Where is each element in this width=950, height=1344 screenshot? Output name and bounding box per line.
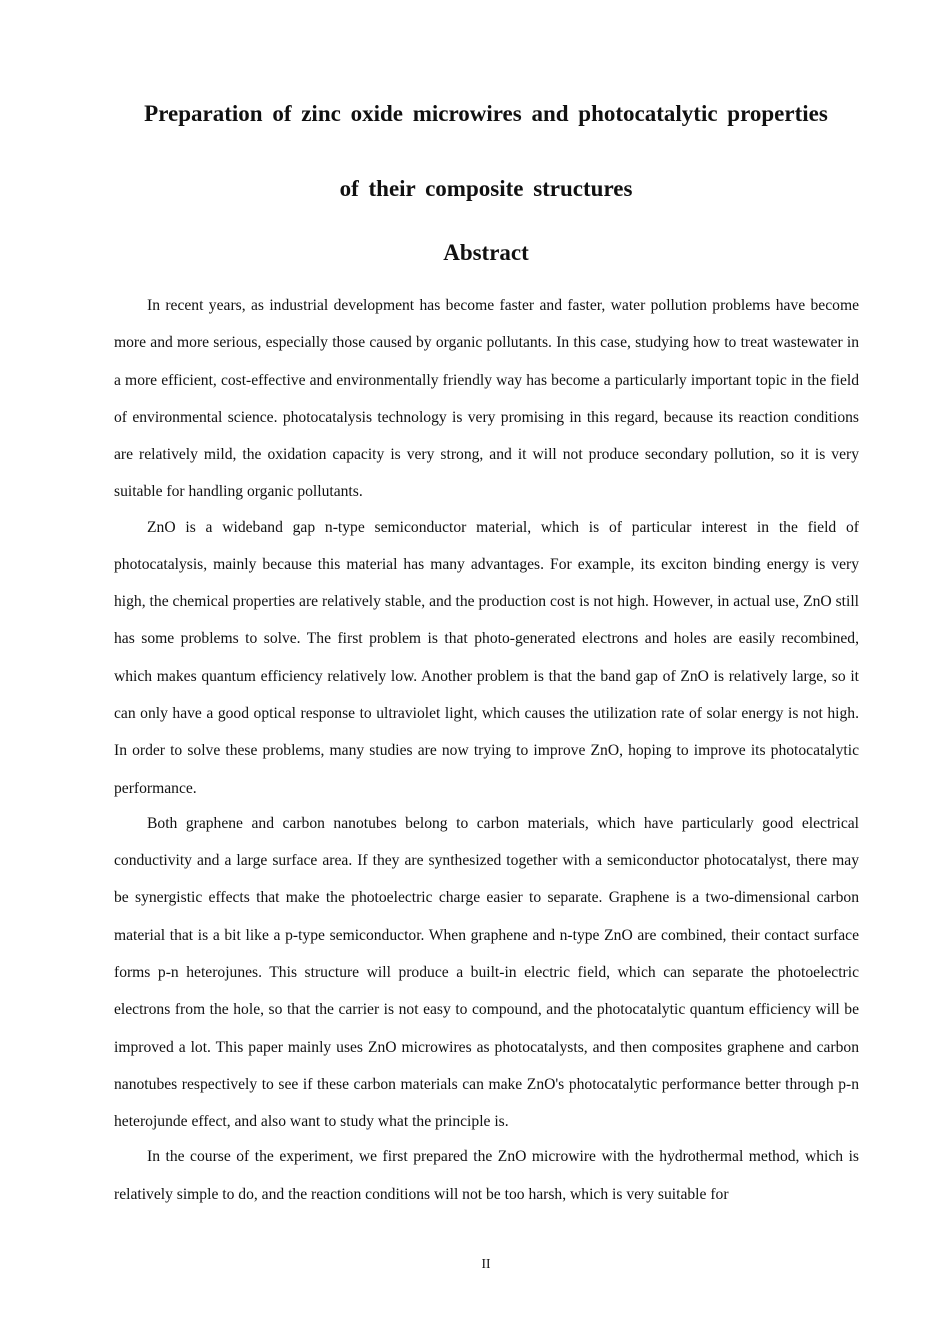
paragraph-4: In the course of the experiment, we first prepared the ZnO microwire with the hydrothermal method, which is relatively simple to do, and the reaction conditions will not be too harsh, which is very suitable for <box>114 1148 859 1203</box>
paragraph-3: Both graphene and carbon nanotubes belong to carbon materials, which have particularly good electrical conductivity and a large surface area. If they are synthesized together with a semiconductor photocatalyst, there may be synergistic effects that make the photoelectric charge easier to separate. Graphene is a two-dimensional carbon material that is a bit like a p-type semiconductor. When graphene and n-type ZnO are combined, their contact surface forms p-n heterojunes. This structure will produce a built-in electric field, which can separate the photoelectric electrons from the hole, so that the carrier is not easy to compound, and the photocatalytic quantum efficiency will be improved a lot. This paper mainly uses ZnO microwires as photocatalysts, and then composites graphene and carbon nanotubes respectively to see if these carbon materials can make ZnO's photocatalytic performance better through p-n heterojunde effect, and also want to study what the principle is. <box>114 814 859 1131</box>
abstract-heading: Abstract <box>443 240 529 265</box>
paragraph-1: In recent years, as industrial development has become faster and faster, water pollution problems have become more and more serious, especially those caused by organic pollutants. In this case, studying how to treat wastewater in a more efficient, cost-effective and environmentally friendly way has become a particularly important topic in the field of environmental science. photocatalysis technology is very promising in this regard, because its reaction conditions are relatively mild, the oxidation capacity is very strong, and it will not produce secondary pollution, so it is very suitable for handling organic pollutants. <box>114 297 859 501</box>
page-number: II <box>481 1256 491 1271</box>
title-line-2: of their composite structures <box>339 176 633 201</box>
abstract-body <box>114 287 859 1211</box>
paragraph-2: ZnO is a wideband gap n-type semiconductor material, which is of particular interest in the field of photocatalysis, mainly because this material has many advantages. For example, its exciton binding energy is very high, the chemical properties are relatively stable, and the production cost is not high. However, in actual use, ZnO still has some problems to solve. The first problem is that photo-generated electrons and holes are easily recombined, which makes quantum efficiency relatively low. Another problem is that the band gap of ZnO is relatively large, so it can only have a good optical response to ultraviolet light, which causes the utilization rate of solar energy is not high. In order to solve these problems, many studies are now trying to improve ZnO, hoping to improve its photocatalytic performance. <box>114 518 859 797</box>
title-line-1: Preparation of zinc oxide microwires and photocatalytic properties <box>144 101 828 126</box>
